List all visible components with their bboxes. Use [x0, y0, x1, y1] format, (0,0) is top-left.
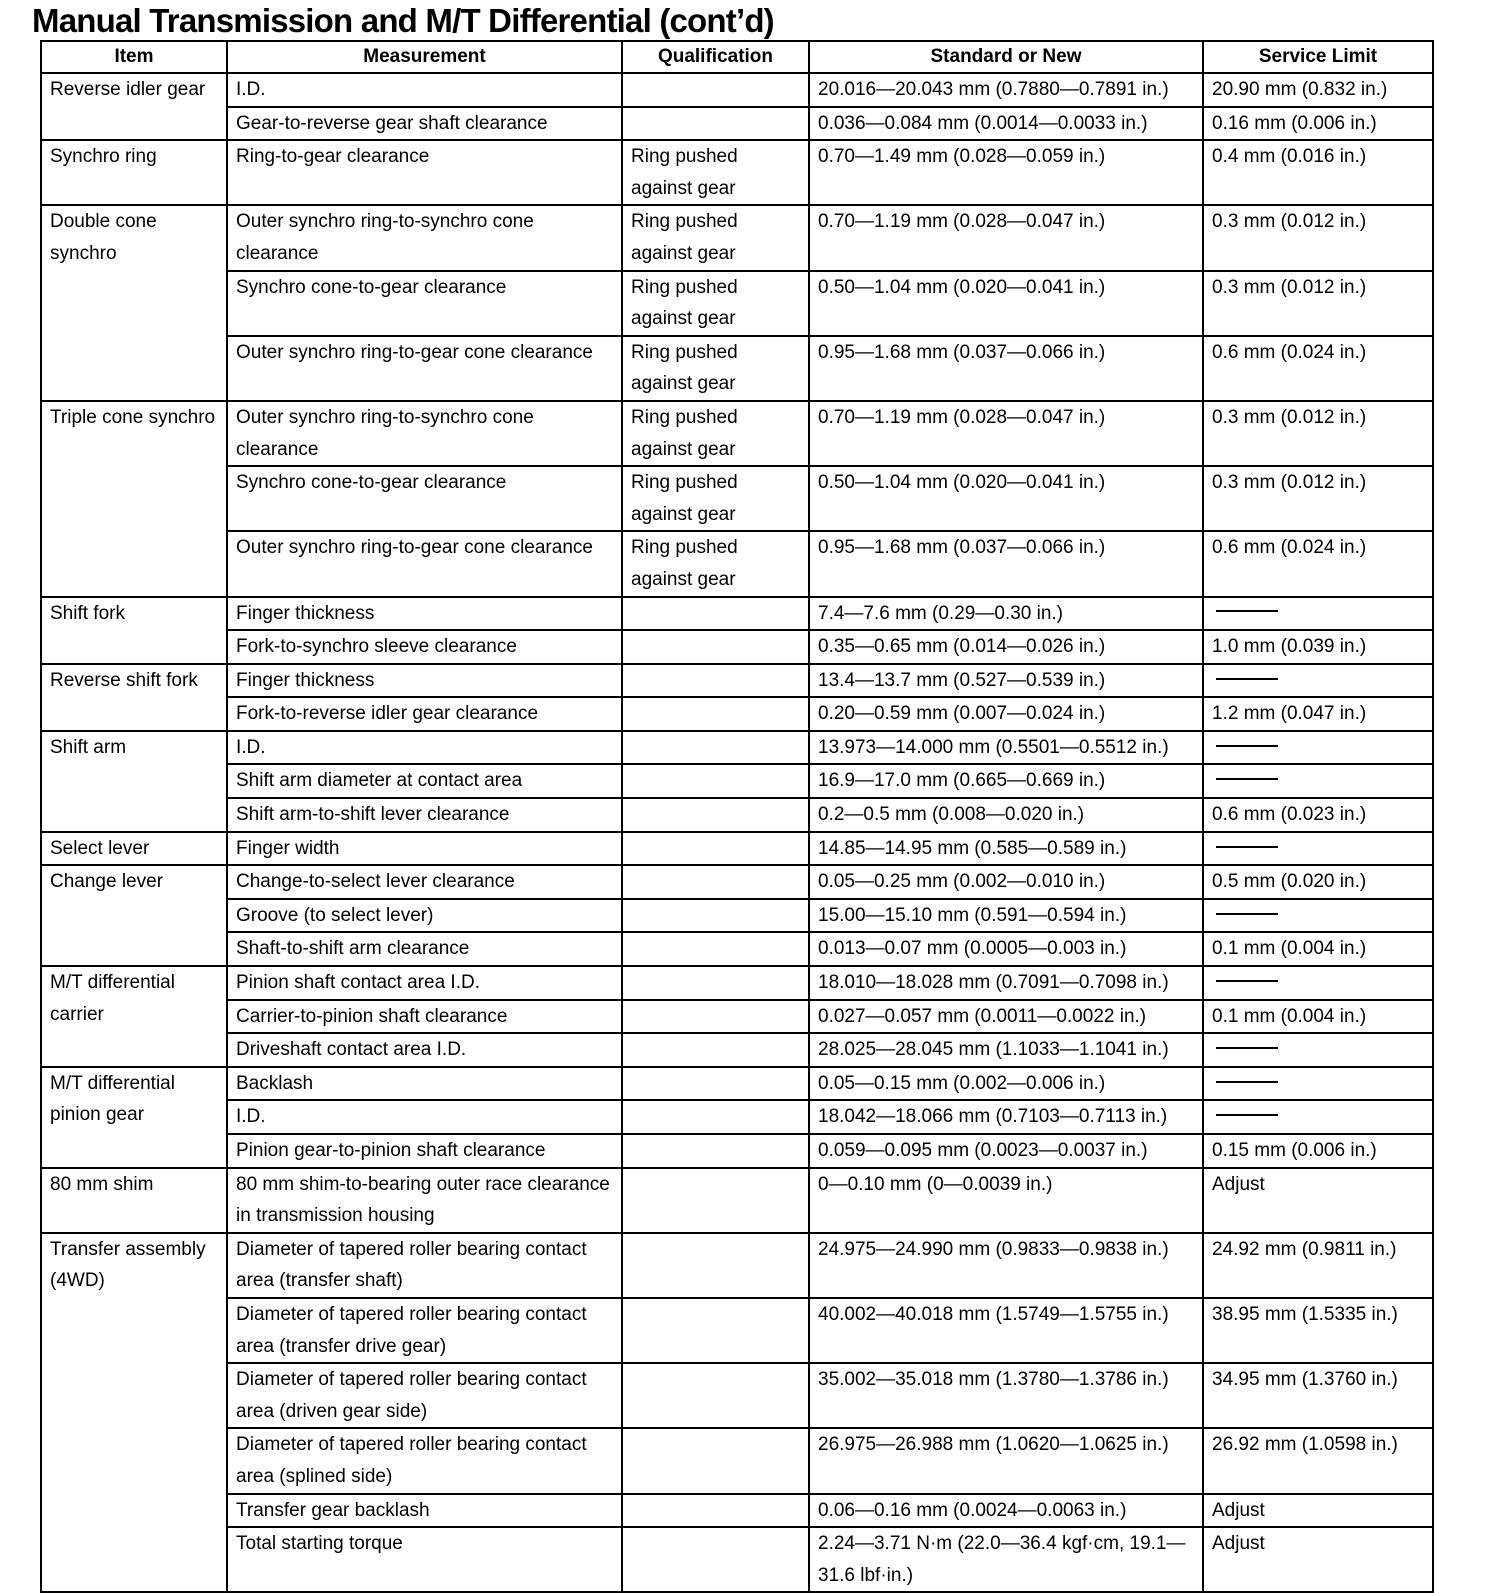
no-limit-dash: [1216, 1081, 1278, 1083]
qualification-cell: [622, 1233, 809, 1298]
standard-cell: 13.4—13.7 mm (0.527—0.539 in.): [809, 664, 1203, 698]
table-row: [41, 271, 1433, 336]
qualification-cell: [622, 1067, 809, 1101]
standard-cell: 13.973—14.000 mm (0.5501—0.5512 in.): [809, 731, 1203, 765]
measurement-cell: Diameter of tapered roller bearing contact area (splined side): [227, 1428, 622, 1493]
standard-cell: 0—0.10 mm (0—0.0039 in.): [809, 1168, 1203, 1233]
standard-cell: 28.025—28.045 mm (1.1033—1.1041 in.): [809, 1033, 1203, 1067]
measurement-cell: Change-to-select lever clearance: [227, 865, 622, 899]
measurement-cell: Carrier-to-pinion shaft clearance: [227, 1000, 622, 1034]
service-limit-cell: 0.3 mm (0.012 in.): [1203, 205, 1433, 270]
standard-cell: 18.010—18.028 mm (0.7091—0.7098 in.): [809, 966, 1203, 1000]
table-row: [41, 1494, 1433, 1528]
standard-cell: 0.70—1.49 mm (0.028—0.059 in.): [809, 140, 1203, 205]
qualification-cell: [622, 832, 809, 866]
measurement-cell: Diameter of tapered roller bearing contact area (transfer drive gear): [227, 1298, 622, 1363]
qualification-cell: [622, 597, 809, 631]
service-limit-cell: 0.6 mm (0.024 in.): [1203, 531, 1433, 596]
standard-cell: 20.016—20.043 mm (0.7880—0.7891 in.): [809, 73, 1203, 107]
service-limit-cell: Adjust: [1203, 1527, 1433, 1592]
standard-cell: 15.00—15.10 mm (0.591—0.594 in.): [809, 899, 1203, 933]
standard-cell: 35.002—35.018 mm (1.3780—1.3786 in.): [809, 1363, 1203, 1428]
table-row: [41, 966, 1433, 1000]
standard-cell: 0.2—0.5 mm (0.008—0.020 in.): [809, 798, 1203, 832]
qualification-cell: Ring pushed against gear: [622, 401, 809, 466]
standard-cell: 2.24—3.71 N·m (22.0—36.4 kgf·cm, 19.1—31.6 lbf·in.): [809, 1527, 1203, 1592]
standard-cell: 40.002—40.018 mm (1.5749—1.5755 in.): [809, 1298, 1203, 1363]
item-cell: Reverse idler gear: [41, 73, 227, 140]
service-limit-cell: [1203, 832, 1433, 866]
qualification-cell: [622, 899, 809, 933]
qualification-cell: [622, 731, 809, 765]
standard-cell: 26.975—26.988 mm (1.0620—1.0625 in.): [809, 1428, 1203, 1493]
header-standard: Standard or New: [809, 41, 1203, 73]
service-limit-cell: 0.1 mm (0.004 in.): [1203, 1000, 1433, 1034]
measurement-cell: Shift arm diameter at contact area: [227, 764, 622, 798]
standard-cell: 0.05—0.15 mm (0.002—0.006 in.): [809, 1067, 1203, 1101]
qualification-cell: Ring pushed against gear: [622, 336, 809, 401]
standard-cell: 0.06—0.16 mm (0.0024—0.0063 in.): [809, 1494, 1203, 1528]
service-limit-cell: [1203, 1100, 1433, 1134]
qualification-cell: [622, 107, 809, 141]
qualification-cell: [622, 932, 809, 966]
standard-cell: 18.042—18.066 mm (0.7103—0.7113 in.): [809, 1100, 1203, 1134]
measurement-cell: Outer synchro ring-to-gear cone clearance: [227, 336, 622, 401]
service-limit-cell: 0.3 mm (0.012 in.): [1203, 271, 1433, 336]
measurement-cell: I.D.: [227, 731, 622, 765]
item-cell: Transfer assembly (4WD): [41, 1233, 227, 1593]
standard-cell: 16.9—17.0 mm (0.665—0.669 in.): [809, 764, 1203, 798]
service-limit-cell: [1203, 731, 1433, 765]
item-cell: Shift arm: [41, 731, 227, 832]
table-row: [41, 1168, 1433, 1233]
service-limit-cell: 0.6 mm (0.023 in.): [1203, 798, 1433, 832]
table-row: [41, 1298, 1433, 1363]
table-row: [41, 630, 1433, 664]
measurement-cell: Total starting torque: [227, 1527, 622, 1592]
measurement-cell: Ring-to-gear clearance: [227, 140, 622, 205]
measurement-cell: Fork-to-reverse idler gear clearance: [227, 697, 622, 731]
service-limit-cell: 0.3 mm (0.012 in.): [1203, 401, 1433, 466]
qualification-cell: Ring pushed against gear: [622, 271, 809, 336]
qualification-cell: [622, 697, 809, 731]
measurement-cell: Driveshaft contact area I.D.: [227, 1033, 622, 1067]
service-limit-cell: 20.90 mm (0.832 in.): [1203, 73, 1433, 107]
qualification-cell: Ring pushed against gear: [622, 205, 809, 270]
measurement-cell: I.D.: [227, 73, 622, 107]
table-row: [41, 832, 1433, 866]
table-row: [41, 401, 1433, 466]
table-row: [41, 140, 1433, 205]
no-limit-dash: [1216, 610, 1278, 612]
qualification-cell: [622, 865, 809, 899]
service-limit-cell: [1203, 664, 1433, 698]
table-row: [41, 899, 1433, 933]
measurement-cell: Diameter of tapered roller bearing contact area (driven gear side): [227, 1363, 622, 1428]
service-limit-cell: 34.95 mm (1.3760 in.): [1203, 1363, 1433, 1428]
service-limit-cell: 24.92 mm (0.9811 in.): [1203, 1233, 1433, 1298]
table-row: [41, 697, 1433, 731]
standard-cell: 0.70—1.19 mm (0.028—0.047 in.): [809, 401, 1203, 466]
measurement-cell: Shaft-to-shift arm clearance: [227, 932, 622, 966]
table-row: [41, 466, 1433, 531]
table-row: [41, 597, 1433, 631]
qualification-cell: [622, 630, 809, 664]
service-limit-cell: 0.5 mm (0.020 in.): [1203, 865, 1433, 899]
header-qualification: Qualification: [622, 41, 809, 73]
qualification-cell: [622, 1428, 809, 1493]
measurement-cell: Synchro cone-to-gear clearance: [227, 271, 622, 336]
service-limit-cell: [1203, 1033, 1433, 1067]
measurement-cell: Outer synchro ring-to-synchro cone clearance: [227, 205, 622, 270]
no-limit-dash: [1216, 980, 1278, 982]
table-row: [41, 1033, 1433, 1067]
qualification-cell: Ring pushed against gear: [622, 531, 809, 596]
standard-cell: 0.027—0.057 mm (0.0011—0.0022 in.): [809, 1000, 1203, 1034]
standard-cell: 0.50—1.04 mm (0.020—0.041 in.): [809, 271, 1203, 336]
table-row: [41, 764, 1433, 798]
measurement-cell: Finger thickness: [227, 664, 622, 698]
table-row: [41, 73, 1433, 107]
service-limit-cell: [1203, 899, 1433, 933]
qualification-cell: [622, 1168, 809, 1233]
table-row: [41, 336, 1433, 401]
measurement-cell: Shift arm-to-shift lever clearance: [227, 798, 622, 832]
standard-cell: 0.95—1.68 mm (0.037—0.066 in.): [809, 531, 1203, 596]
service-limit-cell: 38.95 mm (1.5335 in.): [1203, 1298, 1433, 1363]
header-measurement: Measurement: [227, 41, 622, 73]
measurement-cell: Pinion shaft contact area I.D.: [227, 966, 622, 1000]
service-limit-cell: Adjust: [1203, 1494, 1433, 1528]
measurement-cell: Diameter of tapered roller bearing contact area (transfer shaft): [227, 1233, 622, 1298]
no-limit-dash: [1216, 778, 1278, 780]
qualification-cell: [622, 1298, 809, 1363]
table-row: [41, 1233, 1433, 1298]
specifications-table: [40, 40, 1434, 1593]
measurement-cell: Transfer gear backlash: [227, 1494, 622, 1528]
service-limit-cell: 0.1 mm (0.004 in.): [1203, 932, 1433, 966]
measurement-cell: Synchro cone-to-gear clearance: [227, 466, 622, 531]
table-row: [41, 1428, 1433, 1493]
measurement-cell: Gear-to-reverse gear shaft clearance: [227, 107, 622, 141]
qualification-cell: [622, 1527, 809, 1592]
item-cell: Shift fork: [41, 597, 227, 664]
table-row: [41, 1363, 1433, 1428]
table-row: [41, 932, 1433, 966]
page-title: Manual Transmission and M/T Differential (cont’d): [32, 2, 774, 39]
measurement-cell: Backlash: [227, 1067, 622, 1101]
service-limit-cell: [1203, 764, 1433, 798]
service-limit-cell: 0.16 mm (0.006 in.): [1203, 107, 1433, 141]
no-limit-dash: [1216, 1114, 1278, 1116]
measurement-cell: Finger thickness: [227, 597, 622, 631]
qualification-cell: [622, 1100, 809, 1134]
service-limit-cell: 26.92 mm (1.0598 in.): [1203, 1428, 1433, 1493]
qualification-cell: [622, 664, 809, 698]
table-row: [41, 664, 1433, 698]
qualification-cell: [622, 798, 809, 832]
header-service-limit: Service Limit: [1203, 41, 1433, 73]
item-cell: Triple cone synchro: [41, 401, 227, 597]
qualification-cell: [622, 73, 809, 107]
qualification-cell: [622, 1363, 809, 1428]
item-cell: Double cone synchro: [41, 205, 227, 401]
measurement-cell: I.D.: [227, 1100, 622, 1134]
table-body: [41, 73, 1433, 1592]
standard-cell: 0.20—0.59 mm (0.007—0.024 in.): [809, 697, 1203, 731]
service-limit-cell: 1.2 mm (0.047 in.): [1203, 697, 1433, 731]
qualification-cell: [622, 764, 809, 798]
table-row: [41, 731, 1433, 765]
item-cell: 80 mm shim: [41, 1168, 227, 1233]
service-limit-cell: Adjust: [1203, 1168, 1433, 1233]
standard-cell: 24.975—24.990 mm (0.9833—0.9838 in.): [809, 1233, 1203, 1298]
standard-cell: 0.059—0.095 mm (0.0023—0.0037 in.): [809, 1134, 1203, 1168]
no-limit-dash: [1216, 745, 1278, 747]
measurement-cell: Groove (to select lever): [227, 899, 622, 933]
qualification-cell: Ring pushed against gear: [622, 466, 809, 531]
table-row: [41, 798, 1433, 832]
item-cell: Reverse shift fork: [41, 664, 227, 731]
qualification-cell: [622, 1494, 809, 1528]
standard-cell: 0.70—1.19 mm (0.028—0.047 in.): [809, 205, 1203, 270]
standard-cell: 0.05—0.25 mm (0.002—0.010 in.): [809, 865, 1203, 899]
table-row: [41, 1067, 1433, 1101]
service-limit-cell: [1203, 1067, 1433, 1101]
measurement-cell: Outer synchro ring-to-synchro cone clearance: [227, 401, 622, 466]
standard-cell: 0.013—0.07 mm (0.0005—0.003 in.): [809, 932, 1203, 966]
qualification-cell: [622, 1033, 809, 1067]
table-row: [41, 1134, 1433, 1168]
service-limit-cell: 1.0 mm (0.039 in.): [1203, 630, 1433, 664]
table-row: [41, 531, 1433, 596]
service-limit-cell: [1203, 597, 1433, 631]
measurement-cell: Finger width: [227, 832, 622, 866]
standard-cell: 0.95—1.68 mm (0.037—0.066 in.): [809, 336, 1203, 401]
item-cell: M/T differential pinion gear: [41, 1067, 227, 1168]
service-limit-cell: 0.3 mm (0.012 in.): [1203, 466, 1433, 531]
service-limit-cell: 0.6 mm (0.024 in.): [1203, 336, 1433, 401]
no-limit-dash: [1216, 846, 1278, 848]
item-cell: Select lever: [41, 832, 227, 866]
measurement-cell: Pinion gear-to-pinion shaft clearance: [227, 1134, 622, 1168]
standard-cell: 7.4—7.6 mm (0.29—0.30 in.): [809, 597, 1203, 631]
standard-cell: 0.036—0.084 mm (0.0014—0.0033 in.): [809, 107, 1203, 141]
item-cell: Change lever: [41, 865, 227, 966]
standard-cell: 0.50—1.04 mm (0.020—0.041 in.): [809, 466, 1203, 531]
item-cell: Synchro ring: [41, 140, 227, 205]
table-row: [41, 1000, 1433, 1034]
standard-cell: 14.85—14.95 mm (0.585—0.589 in.): [809, 832, 1203, 866]
qualification-cell: [622, 966, 809, 1000]
measurement-cell: 80 mm shim-to-bearing outer race clearance in transmission housing: [227, 1168, 622, 1233]
measurement-cell: Fork-to-synchro sleeve clearance: [227, 630, 622, 664]
table-row: [41, 1100, 1433, 1134]
qualification-cell: [622, 1134, 809, 1168]
measurement-cell: Outer synchro ring-to-gear cone clearance: [227, 531, 622, 596]
header-row: [41, 41, 1433, 73]
no-limit-dash: [1216, 1047, 1278, 1049]
table-row: [41, 865, 1433, 899]
no-limit-dash: [1216, 913, 1278, 915]
item-cell: M/T differential carrier: [41, 966, 227, 1067]
qualification-cell: [622, 1000, 809, 1034]
qualification-cell: Ring pushed against gear: [622, 140, 809, 205]
table-row: [41, 107, 1433, 141]
standard-cell: 0.35—0.65 mm (0.014—0.026 in.): [809, 630, 1203, 664]
no-limit-dash: [1216, 678, 1278, 680]
service-limit-cell: [1203, 966, 1433, 1000]
table-row: [41, 1527, 1433, 1592]
service-limit-cell: 0.15 mm (0.006 in.): [1203, 1134, 1433, 1168]
header-item: Item: [41, 41, 227, 73]
table-row: [41, 205, 1433, 270]
service-limit-cell: 0.4 mm (0.016 in.): [1203, 140, 1433, 205]
